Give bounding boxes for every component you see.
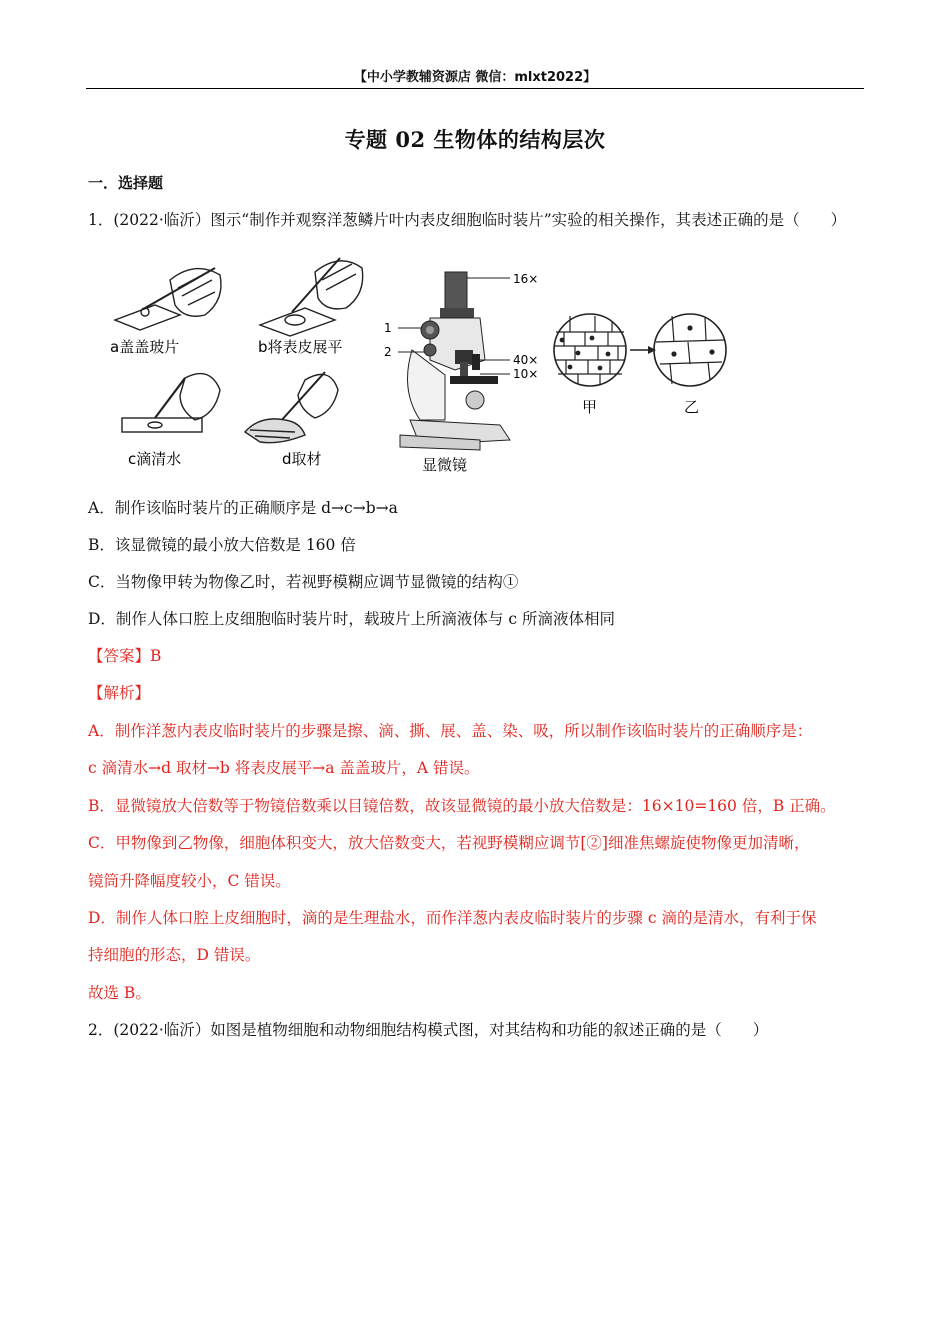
page-header: 【中小学教辅资源店 微信：mlxt2022】 <box>353 70 597 85</box>
option-c: C．当物像甲转为物像乙时，若视野模糊应调节显微镜的结构① <box>88 573 519 591</box>
analysis-label: 【解析】 <box>88 684 151 702</box>
analysis-line: 持细胞的形态，D 错误。 <box>88 946 261 964</box>
analysis-line: B．显微镜放大倍数等于物镜倍数乘以目镜倍数，故该显微镜的最小放大倍数是：16×10=160 倍，B 正确。 <box>88 797 836 815</box>
option-b: B．该显微镜的最小放大倍数是 160 倍 <box>88 536 356 554</box>
label-yi: 乙 <box>684 398 700 416</box>
label-jia: 甲 <box>582 398 598 416</box>
analysis-line: D．制作人体口腔上皮细胞时，滴的是生理盐水，而作洋葱内表皮临时装片的步骤 c 滴的是清水，有利于保 <box>88 909 817 927</box>
question-2-stem: 2．(2022·临沂）如图是植物细胞和动物细胞结构模式图，对其结构和功能的叙述正确的是（ ） <box>88 1021 769 1039</box>
step-a-illustration <box>115 268 221 330</box>
analysis-line: A．制作洋葱内表皮临时装片的步骤是擦、滴、撕、展、盖、染、吸，所以制作该临时装片的正确顺序是： <box>88 722 813 740</box>
answer: 【答案】B <box>88 647 162 665</box>
label-a: a盖盖玻片 <box>110 338 180 356</box>
label-mag-16: 16× <box>513 272 539 286</box>
header-rule <box>86 88 864 89</box>
analysis-line: C．甲物像到乙物像，细胞体积变大，放大倍数变大，若视野模糊应调节[②]细准焦螺旋使物像更加清晰， <box>88 834 810 852</box>
section-heading: 一．选择题 <box>88 174 164 192</box>
experiment-figure <box>100 250 740 480</box>
view-yi-illustration <box>654 314 726 386</box>
view-jia-illustration <box>554 314 626 386</box>
label-c: c滴清水 <box>128 450 182 468</box>
microscope-illustration <box>398 272 510 450</box>
analysis-line: c 滴清水→d 取材→b 将表皮展平→a 盖盖玻片，A 错误。 <box>88 759 480 777</box>
label-d: d取材 <box>282 450 322 468</box>
option-d: D．制作人体口腔上皮细胞临时装片时，载玻片上所滴液体与 c 所滴液体相同 <box>88 610 615 628</box>
label-b: b将表皮展平 <box>258 338 343 356</box>
label-mag-10: 10× <box>513 367 539 381</box>
label-structure-2: 2 <box>384 345 392 359</box>
question-1-stem: 1．(2022·临沂）图示“制作并观察洋葱鳞片叶内表皮细胞临时装片”实验的相关操作，其表述正确的是（ ） <box>88 211 847 229</box>
step-b-illustration <box>260 258 363 336</box>
option-a: A．制作该临时装片的正确顺序是 d→c→b→a <box>88 499 398 517</box>
conclusion: 故选 B。 <box>88 984 151 1002</box>
label-structure-1: 1 <box>384 321 392 335</box>
step-d-illustration <box>245 372 338 443</box>
label-mag-40: 40× <box>513 353 539 367</box>
step-c-illustration <box>122 374 220 432</box>
page-title: 专题 02 生物体的结构层次 <box>344 127 606 152</box>
analysis-line: 镜筒升降幅度较小，C 错误。 <box>88 872 291 890</box>
label-microscope: 显微镜 <box>422 456 468 474</box>
